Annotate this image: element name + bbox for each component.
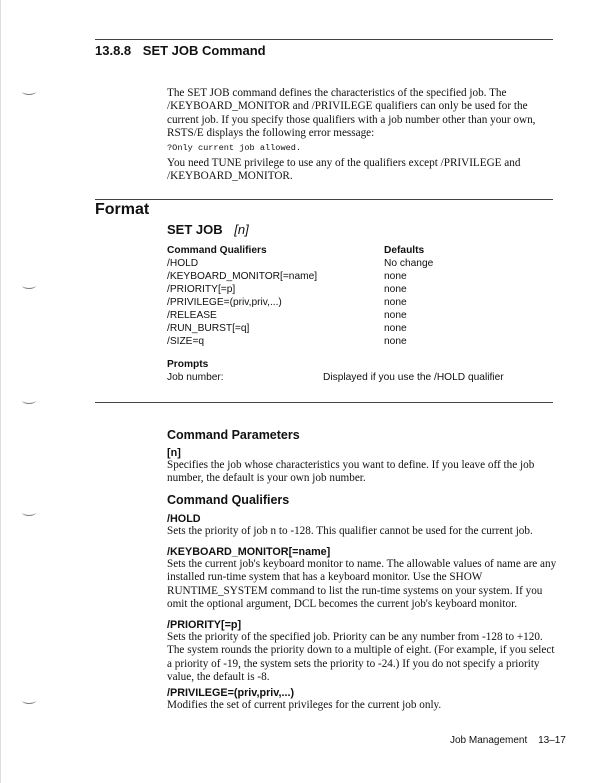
footer-chapter: Job Management [450, 735, 528, 746]
format-qualifier: /KEYBOARD_MONITOR[=name] [167, 271, 318, 282]
binder-hole-mark [22, 397, 36, 404]
format-qualifier: /RELEASE [167, 310, 217, 321]
page-edge [0, 0, 1, 783]
format-default: none [384, 323, 407, 334]
qualifier-name: /HOLD [167, 513, 201, 525]
binder-hole-mark [22, 697, 36, 704]
format-default: No change [384, 258, 434, 269]
format-qualifier: /HOLD [167, 258, 199, 269]
section-rule [95, 39, 553, 40]
parameter-description: Specifies the job whose characteristics you want to define. If you leave off the job number, the default is your own job number. [167, 459, 535, 485]
format-qualifier: /RUN_BURST[=q] [167, 323, 250, 334]
section-title: SET JOB Command [142, 43, 266, 58]
binder-hole-mark [22, 88, 36, 95]
qualifier-name: /KEYBOARD_MONITOR[=name] [167, 546, 331, 558]
qualifier-description: Sets the priority of job n to -128. This qualifier cannot be used for the current job. [167, 525, 533, 537]
format-default: none [384, 310, 407, 321]
binder-hole-mark [22, 509, 36, 516]
qualifier-name: /PRIVILEGE=(priv,priv,...) [167, 687, 295, 699]
page-footer [450, 735, 566, 746]
prompts-header: Prompts [167, 359, 209, 370]
section-heading [95, 43, 266, 58]
format-rule [95, 199, 553, 200]
format-default: none [384, 336, 407, 347]
format-command [167, 222, 249, 237]
parameters-rule [95, 402, 553, 403]
qualifiers-heading: Command Qualifiers [167, 493, 290, 507]
format-qualifier: /PRIORITY[=p] [167, 284, 236, 295]
command-name: SET JOB [167, 222, 223, 237]
command-param: [n] [234, 222, 249, 237]
qualifier-name: /PRIORITY[=p] [167, 619, 242, 631]
section-number: 13.8.8 [95, 43, 132, 58]
prompt-description: Displayed if you use the /HOLD qualifier [323, 372, 504, 383]
parameters-heading: Command Parameters [167, 428, 300, 442]
format-qualifier: /SIZE=q [167, 336, 205, 347]
prompt-label: Job number: [167, 372, 224, 383]
qualifier-description: Modifies the set of current privileges for the current job only. [167, 699, 442, 711]
qualifier-description: Sets the priority of the specified job. Priority can be any number from -128 to +120. The system rounds the priority down to a multiple of eight. (For example, if you select a priority of -19, the system sets the priority to -24.) If you do not specify a priority value, the default is -8. [167, 631, 555, 684]
qualifiers-column-header: Command Qualifiers [167, 245, 267, 256]
privilege-note: You need TUNE privilege to use any of the qualifiers except /PRIVILEGE and /KEYBOARD_MONITOR. [167, 157, 521, 183]
format-default: none [384, 284, 407, 295]
format-qualifier: /PRIVILEGE=(priv,priv,...) [167, 297, 282, 308]
error-message: ?Only current job allowed. [167, 143, 302, 153]
binder-hole-mark [22, 282, 36, 289]
format-default: none [384, 271, 407, 282]
qualifier-description: Sets the current job's keyboard monitor to name. The allowable values of name are any installed run-time system that has a keyboard monitor. Use the SHOW RUNTIME_SYSTEM command to list the run-time systems on your system. If you omit the optional argument, DCL becomes the current job's keyboard monitor. [167, 558, 557, 611]
parameter-name: [n] [167, 447, 181, 459]
format-heading: Format [95, 201, 150, 218]
format-default: none [384, 297, 407, 308]
footer-page-number: 13–17 [538, 735, 566, 746]
intro-paragraph: The SET JOB command defines the characteristics of the specified job. The /KEYBOARD_MONITOR and /PRIVILEGE qualifiers can only be used for the current job. If you specify those qualifiers with a job number other than your own, RSTS/E displays the following error message: [167, 87, 536, 140]
defaults-column-header: Defaults [384, 245, 425, 256]
